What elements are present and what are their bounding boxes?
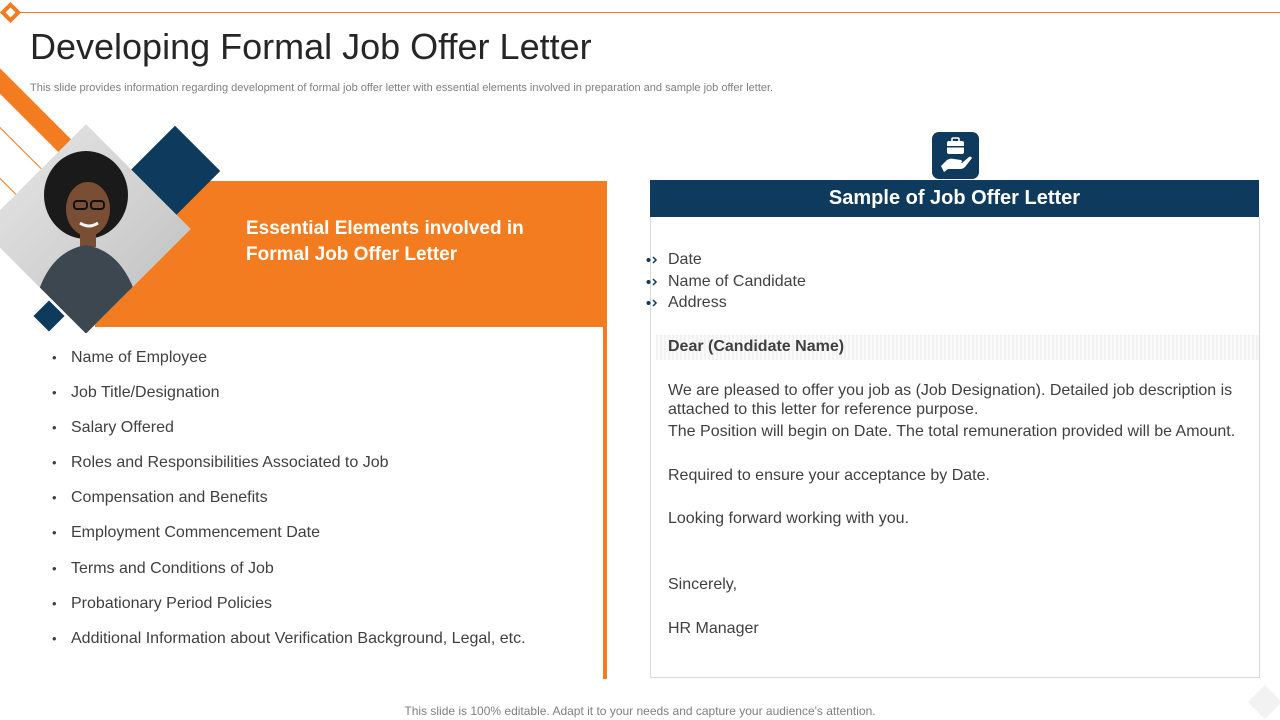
bullet-arrow-icon <box>646 299 658 307</box>
list-item: • Probationary Period Policies <box>52 594 526 629</box>
list-item: • Additional Information about Verification Background, Legal, etc. <box>52 629 526 664</box>
list-item: • Job Title/Designation <box>52 383 526 418</box>
briefcase-hand-icon <box>932 132 979 179</box>
elements-banner-title: Essential Elements involved in Formal Job Offer Letter <box>246 218 524 265</box>
elements-divider <box>603 327 607 679</box>
letter-body-line: The Position will begin on Date. The total remuneration provided will be Amount. <box>668 423 1236 440</box>
slide-footer: This slide is 100% editable. Adapt it to your needs and capture your audience's attention. <box>404 704 876 718</box>
salutation: Dear (Candidate Name) <box>668 338 845 355</box>
letter-signature: HR Manager <box>668 620 759 637</box>
letter-body-line: Required to ensure your acceptance by Date. <box>668 467 990 484</box>
address-item-label: Name of Candidate <box>668 272 806 290</box>
address-item-label: Address <box>668 294 727 312</box>
slide-title: Developing Formal Job Offer Letter <box>30 26 592 67</box>
top-divider <box>12 12 1280 13</box>
decor-line <box>0 140 19 197</box>
list-item: • Roles and Responsibilities Associated to Job <box>52 453 526 488</box>
slide-subtitle: This slide provides information regarding development of formal job offer letter with essential elements involved in preparation and sample job offer letter. <box>30 82 774 94</box>
list-item: • Salary Offered <box>52 418 526 453</box>
letter-body-line: Looking forward working with you. <box>668 510 910 527</box>
list-item: • Terms and Conditions of Job <box>52 559 526 594</box>
corner-diamond-icon <box>0 2 21 23</box>
address-list <box>646 250 806 315</box>
elements-list <box>52 348 526 664</box>
list-item: • Compensation and Benefits <box>52 488 526 523</box>
bullet-arrow-icon <box>646 256 658 264</box>
bullet-arrow-icon <box>646 278 658 286</box>
list-item: • Employment Commencement Date <box>52 523 526 558</box>
letter-body-line: attached to this letter for reference purpose. <box>668 401 979 418</box>
list-item: • Name of Employee <box>52 348 526 383</box>
letter-body-line: We are pleased to offer you job as (Job Designation). Detailed job description is <box>668 382 1233 399</box>
sample-header: Sample of Job Offer Letter <box>650 180 1259 217</box>
address-item-label: Date <box>668 251 702 268</box>
list-item <box>646 250 806 272</box>
letter-closing: Sincerely, <box>668 576 738 593</box>
list-item <box>646 272 806 294</box>
list-item <box>646 293 806 315</box>
